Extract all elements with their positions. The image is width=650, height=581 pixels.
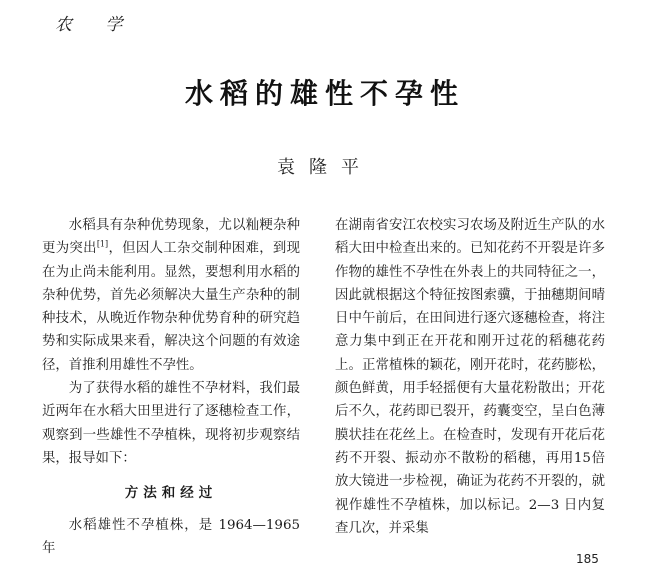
section-label: 农 学 <box>55 15 137 35</box>
paragraph-1 <box>42 214 300 377</box>
right-column <box>335 214 605 540</box>
page-number: 185 <box>576 552 599 566</box>
author-name: 袁隆平 <box>277 157 373 178</box>
paragraph-1-text-b: ，但因人工杂交制种困难，到现在为止尚未能利用。显然，要想利用水稻的杂种优势，首先必须解决大量生产杂种的制种技术，从晚近作物杂种优势育种的研究趋势和实际成果来看，解决这个问题的有效途径，首推利用雄性不孕性。 <box>42 241 300 373</box>
paragraph-2: 为了获得水稻的雄性不孕材料，我们最近两年在水稻大田里进行了逐穗检查工作，观察到一些雄性不孕植株，现将初步观察结果，报导如下： <box>42 381 300 466</box>
paragraph-3: 水稻雄性不孕植株，是 1964—1965 年 <box>42 517 300 556</box>
section-heading: 方法和经过 <box>124 485 218 502</box>
paragraph-1-text-a: 水稻具有杂种优势现象，尤以籼粳杂种更为突出 <box>42 218 300 257</box>
left-column <box>42 214 300 560</box>
paragraph-continued: 在湖南省安江农校实习农场及附近生产队的水稻大田中检查出来的。已知花药不开裂是许多作物的雄性不孕性在外表上的共同特征之一，因此就根据这个特征按图索骥，于抽穗期间晴日中午前后，在田间进行逐穴逐穗检查，将注意力集中到正在开花和刚开过花的稻穗花药上。正常植株的颖花，刚开花时，花药膨松，颜色鲜黄，用手轻摇便有大量花粉散出；开花后不久，花药即已裂开，药囊变空，呈白色薄膜状挂在花丝上。在检查时，发现有开花后花药不开裂、振动亦不散粉的稻穗，再用15倍放大镜进一步检视，确证为花药不开裂的，就视作雄性不孕植株，加以标记。2—3 日内复查几次，并采集 <box>335 218 605 536</box>
citation-ref: [1] <box>96 239 109 249</box>
article-title: 水稻的雄性不孕性 <box>184 77 465 110</box>
